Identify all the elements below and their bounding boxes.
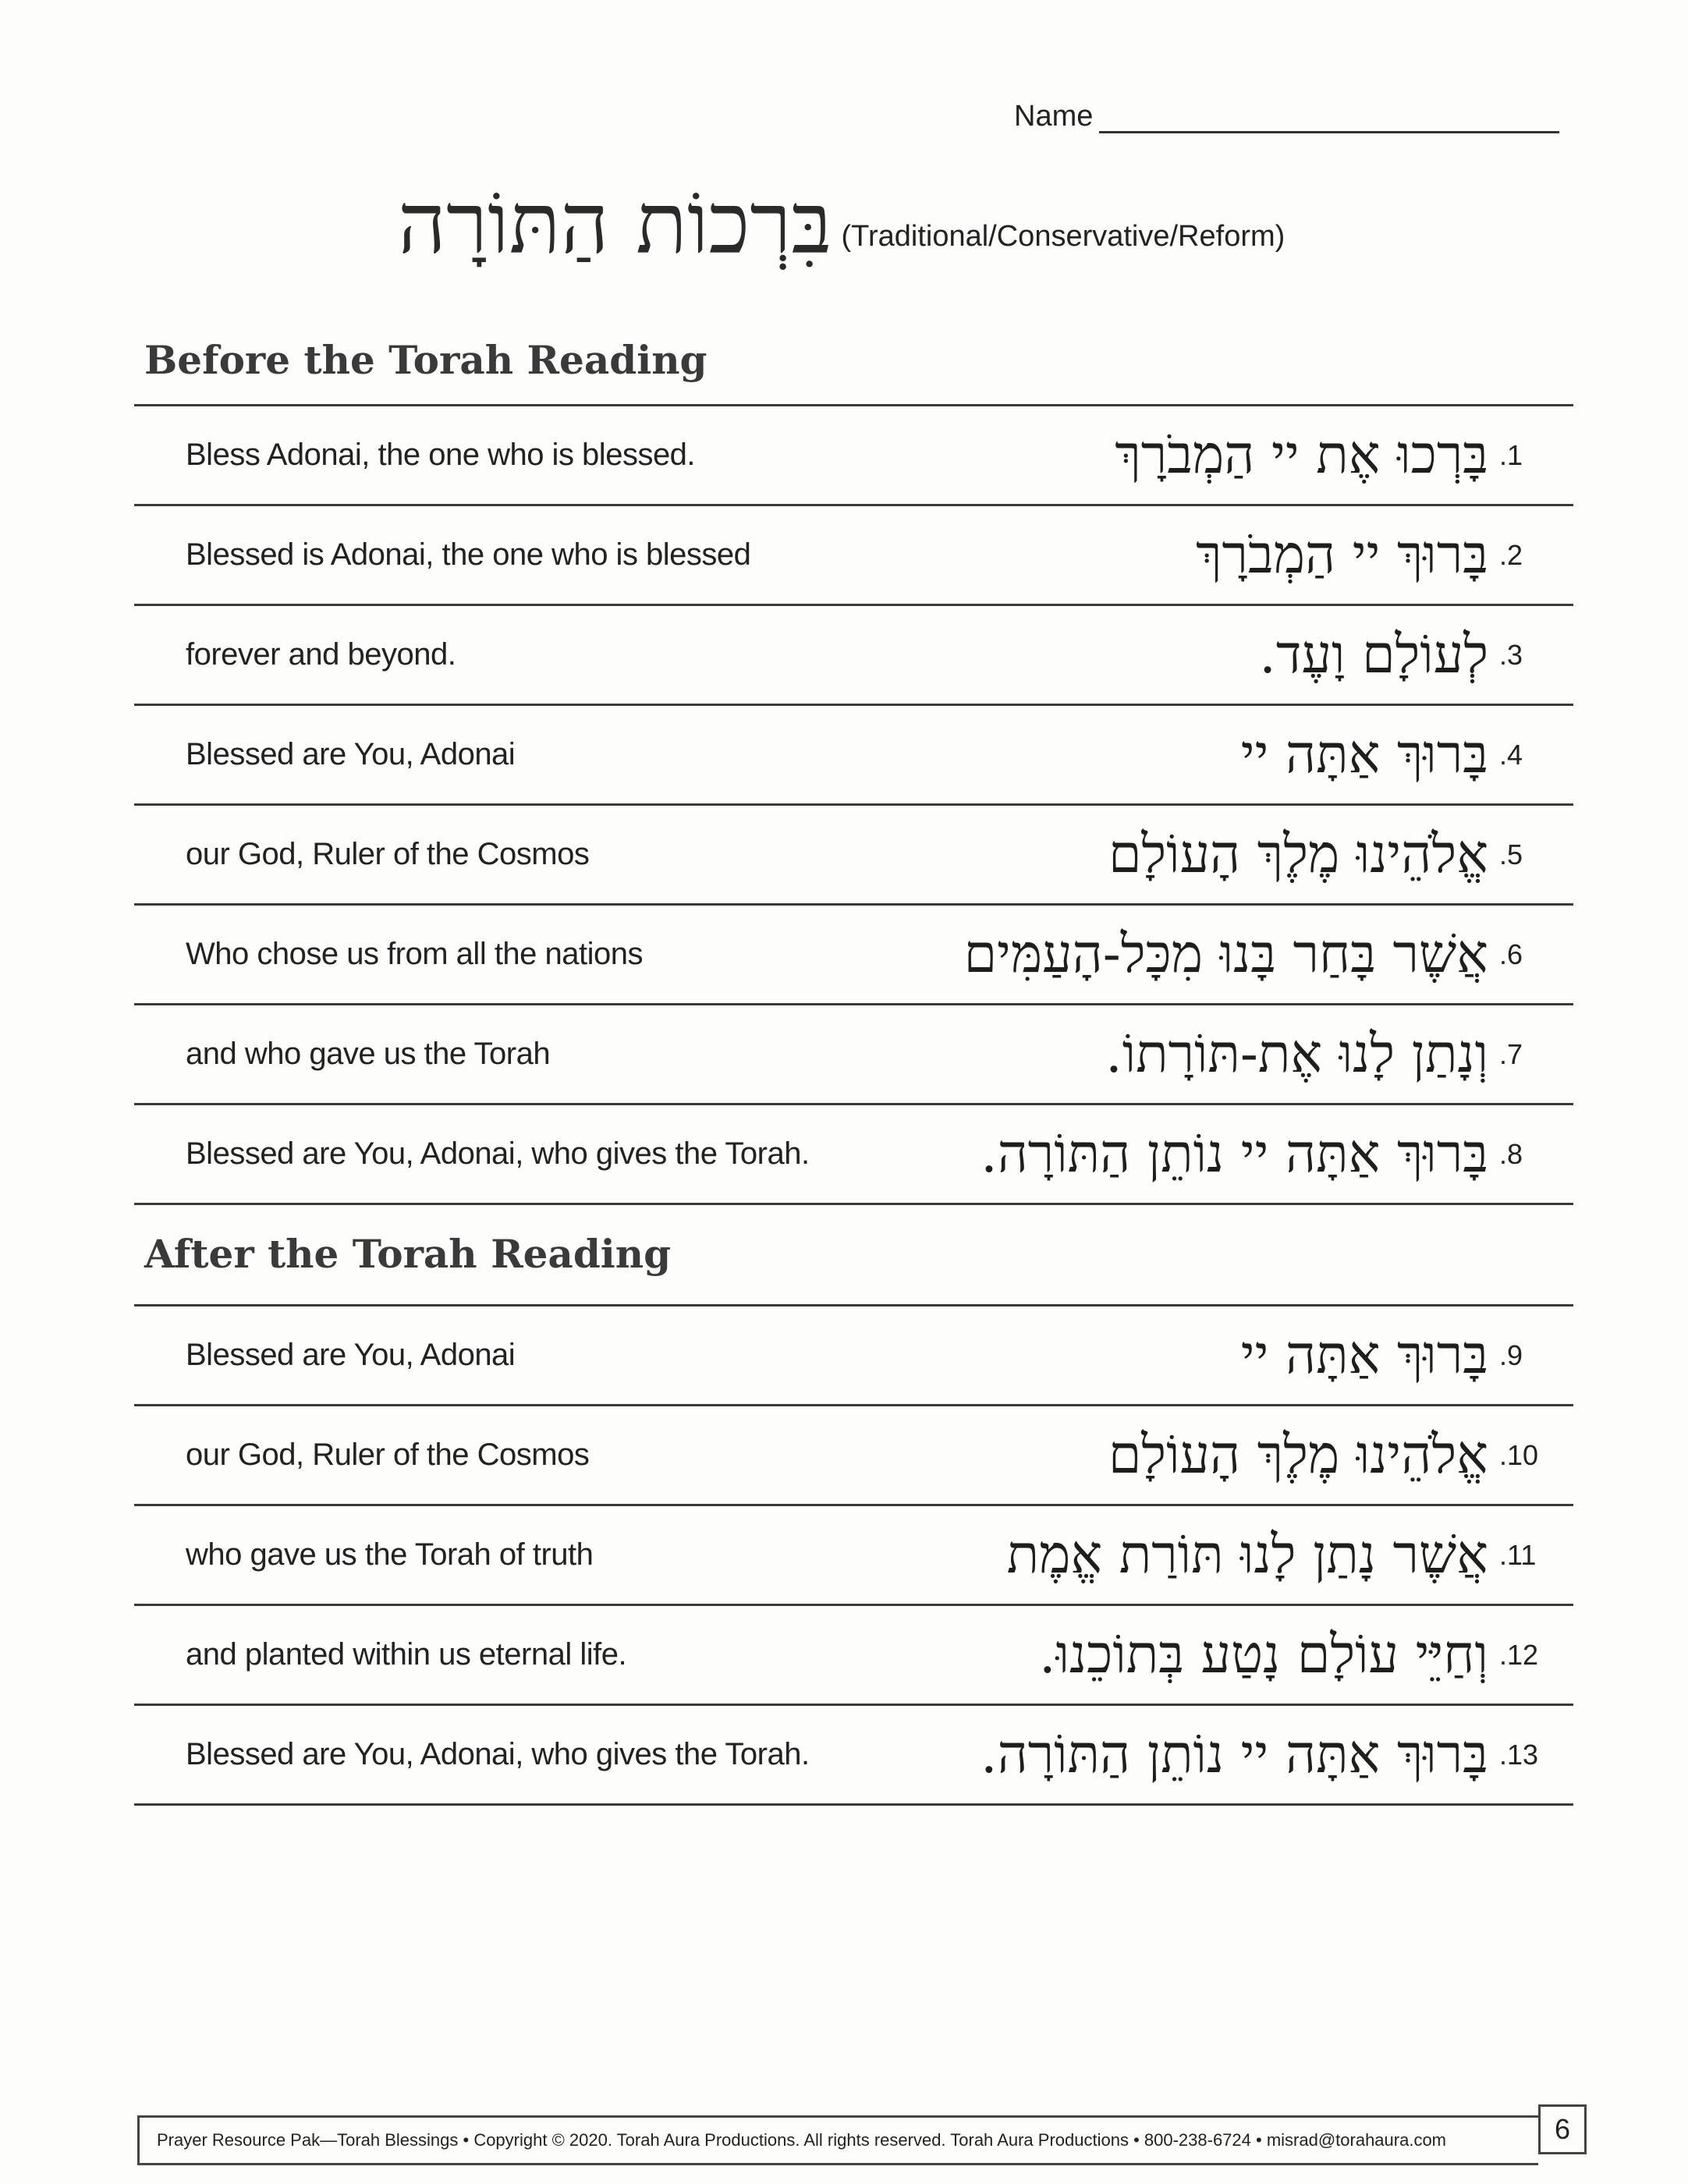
blessing-row	[134, 1706, 1573, 1806]
line-number: 10.	[1498, 1438, 1538, 1471]
hebrew-text: בָּרוּךְ אַתָּה יי נוֹתֵן הַתּוֹרָה.	[981, 1123, 1488, 1185]
blessing-row	[134, 1306, 1573, 1406]
hebrew-text: בָּרְכוּ אֶת יי הַמְבֹרָךְ	[1115, 424, 1488, 486]
line-number: 3.	[1499, 638, 1523, 671]
english-translation: who gave us the Torah of truth	[186, 1537, 594, 1572]
blessing-row	[134, 506, 1573, 606]
blessing-row	[134, 1005, 1573, 1105]
english-translation: Who chose us from all the nations	[186, 937, 644, 971]
hebrew-line	[1241, 724, 1573, 785]
hebrew-line	[1039, 1624, 1573, 1686]
blessing-row	[134, 406, 1573, 506]
blessing-row	[134, 1606, 1573, 1706]
page-number: 6	[1538, 2104, 1587, 2154]
hebrew-line	[1259, 624, 1573, 686]
line-number: 4.	[1499, 738, 1523, 771]
hebrew-line	[964, 924, 1573, 985]
blessing-row	[134, 706, 1573, 806]
line-number: 5.	[1499, 838, 1523, 870]
footer-text: Prayer Resource Pak—Torah Blessings • Copyright © 2020. Torah Aura Productions. All rights reserved. Torah Aura Productions • 800-238-6724 • misrad@torahaura.com	[157, 2130, 1447, 2150]
hebrew-line	[1196, 524, 1573, 586]
hebrew-text: וְחַיֵּי עוֹלָם נָטַע בְּתוֹכֵנוּ.	[1038, 1624, 1488, 1686]
english-translation: Blessed are You, Adonai, who gives the Torah.	[186, 1136, 810, 1171]
name-row	[1014, 100, 1559, 133]
hebrew-line	[1108, 824, 1573, 885]
line-number: 8.	[1499, 1137, 1523, 1170]
before-blessings-table	[134, 404, 1573, 1205]
page-subtitle: (Traditional/Conservative/Reform)	[841, 219, 1286, 253]
after-blessings-table	[134, 1304, 1573, 1806]
english-translation: Bless Adonai, the one who is blessed.	[186, 438, 696, 472]
name-blank-line[interactable]	[1099, 103, 1559, 133]
english-translation: our God, Ruler of the Cosmos	[186, 837, 590, 871]
line-number: 1.	[1499, 438, 1523, 471]
name-label: Name	[1014, 100, 1094, 133]
english-translation: forever and beyond.	[186, 637, 456, 672]
line-number: 12.	[1498, 1638, 1538, 1671]
hebrew-line	[1007, 1524, 1573, 1586]
english-translation: Blessed are You, Adonai	[186, 737, 516, 771]
line-number: 9.	[1499, 1338, 1523, 1371]
hebrew-text: בָּרוּךְ יי הַמְבֹרָךְ	[1196, 524, 1488, 586]
hebrew-text: אֱלֹהֵינוּ מֶלֶךְ הָעוֹלָם	[1108, 824, 1488, 885]
hebrew-text: לְעוֹלָם וָעֶד.	[1259, 624, 1488, 686]
line-number: 13.	[1498, 1738, 1538, 1771]
english-translation: Blessed are You, Adonai, who gives the Torah.	[186, 1737, 810, 1771]
hebrew-text: בָּרוּךְ אַתָּה יי	[1240, 724, 1488, 785]
blessing-row	[134, 606, 1573, 706]
section-heading-after: After the Torah Reading	[144, 1231, 672, 1277]
blessing-row	[134, 1506, 1573, 1606]
line-number: 2.	[1499, 538, 1523, 571]
hebrew-text: בָּרוּךְ אַתָּה יי	[1240, 1324, 1488, 1386]
hebrew-text: אֲשֶׁר בָּחַר בָּנוּ מִכָּל-הָעַמִּים	[963, 924, 1488, 985]
footer	[137, 2115, 1538, 2165]
line-number: 7.	[1499, 1037, 1523, 1070]
blessing-row	[134, 806, 1573, 906]
hebrew-line	[981, 1724, 1573, 1785]
english-translation: Blessed is Adonai, the one who is blessed	[186, 537, 751, 572]
english-translation: and planted within us eternal life.	[186, 1637, 627, 1672]
blessing-row	[134, 1406, 1573, 1506]
hebrew-text: בָּרוּךְ אַתָּה יי נוֹתֵן הַתּוֹרָה.	[981, 1724, 1488, 1785]
line-number: 11.	[1499, 1538, 1537, 1571]
english-translation: Blessed are You, Adonai	[186, 1338, 516, 1372]
hebrew-line	[1105, 1023, 1573, 1085]
hebrew-text: אֱלֹהֵינוּ מֶלֶךְ הָעוֹלָם	[1108, 1424, 1488, 1486]
title-row	[398, 176, 1285, 274]
hebrew-text: וְנָתַן לָנוּ אֶת-תּוֹרָתוֹ.	[1105, 1023, 1488, 1085]
section-heading-before: Before the Torah Reading	[144, 337, 707, 383]
hebrew-line	[981, 1123, 1573, 1185]
hebrew-text: אֲשֶׁר נָתַן לָנוּ תּוֹרַת אֱמֶת	[1006, 1524, 1488, 1586]
hebrew-line	[1115, 424, 1573, 486]
hebrew-line	[1241, 1324, 1573, 1386]
blessing-row	[134, 906, 1573, 1005]
english-translation: our God, Ruler of the Cosmos	[186, 1438, 590, 1472]
blessing-row	[134, 1105, 1573, 1205]
hebrew-line	[1108, 1424, 1573, 1486]
page-title-hebrew: בִּרְכוֹת הַתּוֹרָה	[398, 176, 832, 273]
line-number: 6.	[1499, 938, 1523, 970]
english-translation: and who gave us the Torah	[186, 1037, 551, 1071]
